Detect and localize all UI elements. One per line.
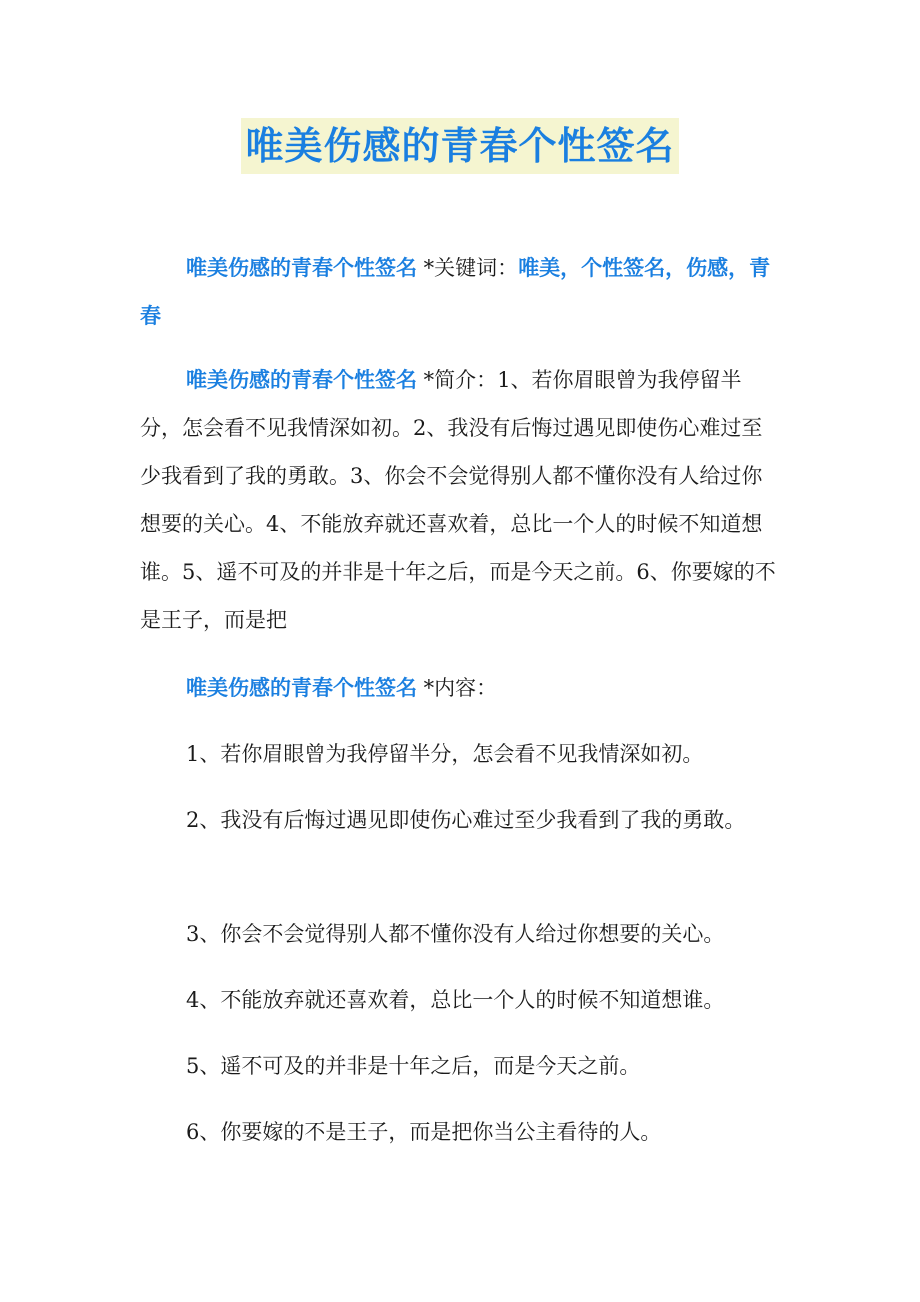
keywords-paragraph [140,244,780,340]
content-label: 唯美伤感的青春个性签名 [186,676,417,700]
page-title: 唯美伤感的青春个性签名 [241,118,678,174]
list-item-3: 3、你会不会觉得别人都不懂你没有人给过你想要的关心。 [186,922,725,946]
list-item-4: 4、不能放弃就还喜欢着，总比一个人的时候不知道想谁。 [186,988,725,1012]
list-item-6: 6、你要嫁的不是王子，而是把你当公主看待的人。 [186,1120,662,1144]
keywords-value: 唯美，个性签名，伤感，青春 [140,256,771,328]
intro-label: 唯美伤感的青春个性签名 [186,368,417,392]
intro-text: 1、若你眉眼曾为我停留半分，怎会看不见我情深如初。2、我没有后悔过遇见即使伤心难过至少我看到了我的勇敢。3、你会不会觉得别人都不懂你没有人给过你想要的关心。4、不能放弃就还喜欢着，总比一个人的时候不知道想谁。5、遥不可及的并非是十年之后，而是今天之前。6、你要嫁的不是王子，而是把 [140,368,776,632]
intro-paragraph [140,356,780,644]
list-item-1: 1、若你眉眼曾为我停留半分，怎会看不见我情深如初。 [186,742,704,766]
keywords-separator: *关键词： [417,256,519,280]
title-wrapper [0,118,920,174]
keywords-label: 唯美伤感的青春个性签名 [186,256,417,280]
list-item-2: 2、我没有后悔过遇见即使伤心难过至少我看到了我的勇敢。 [186,808,746,832]
content-heading-paragraph [140,664,780,712]
intro-separator: *简介： [417,368,498,392]
content-separator: *内容： [417,676,498,700]
list-item-5: 5、遥不可及的并非是十年之后，而是今天之前。 [186,1054,641,1078]
